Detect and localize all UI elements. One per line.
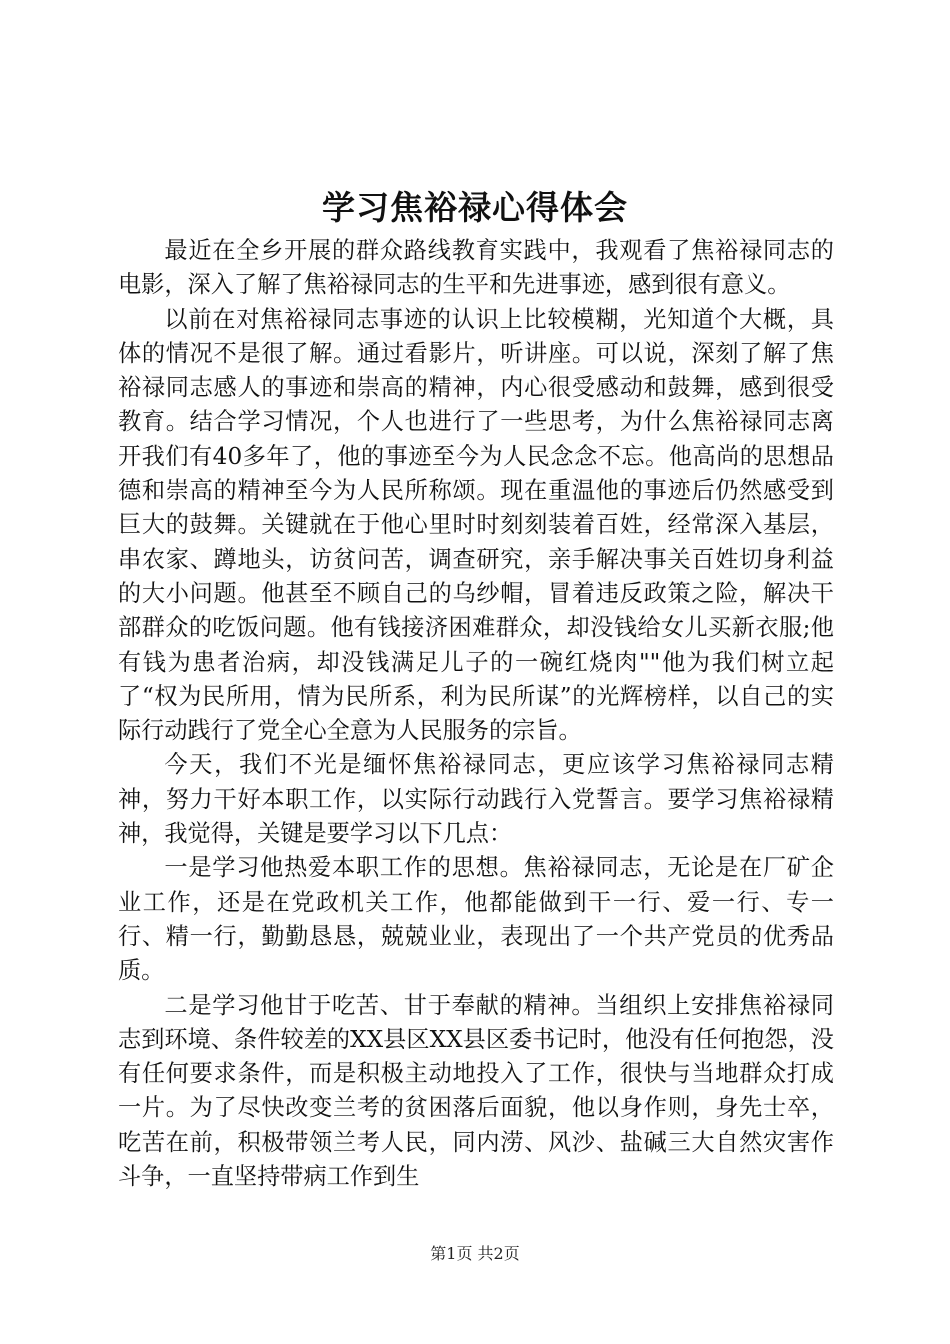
page-footer: 第1页 共2页 xyxy=(430,1244,520,1263)
document-body xyxy=(118,234,834,1194)
paragraph: 今天，我们不光是缅怀焦裕禄同志，更应该学习焦裕禄同志精神，努力干好本职工作，以实际行动践行入党誓言。要学习焦裕禄精神，我觉得，关键是要学习以下几点： xyxy=(118,751,834,848)
paragraph: 最近在全乡开展的群众路线教育实践中，我观看了焦裕禄同志的电影，深入了解了焦裕禄同志的生平和先进事迹，感到很有意义。 xyxy=(118,237,834,299)
paragraph: 一是学习他热爱本职工作的思想。焦裕禄同志，无论是在厂矿企业工作，还是在党政机关工作，他都能做到干一行、爱一行、专一行、精一行，勤勤恳恳，兢兢业业，表现出了一个共产党员的优秀品质。 xyxy=(118,854,834,985)
document-title: 学习焦裕禄心得体会 xyxy=(322,188,628,227)
paragraph: 二是学习他甘于吃苦、甘于奉献的精神。当组织上安排焦裕禄同志到环境、条件较差的XX县区XX县区委书记时，他没有任何抱怨，没有任何要求条件，而是积极主动地投入了工作，很快与当地群众打成一片。为了尽快改变兰考的贫困落后面貌，他以身作则，身先士卒，吃苦在前，积极带领兰考人民，同内涝、风沙、盐碱三大自然灾害作斗争，一直坚持带病工作到生 xyxy=(118,991,834,1191)
paragraph: 以前在对焦裕禄同志事迹的认识上比较模糊，光知道个大概，具体的情况不是很了解。通过看影片，听讲座。可以说，深刻了解了焦裕禄同志感人的事迹和崇高的精神，内心很受感动和鼓舞，感到很受教育。结合学习情况，个人也进行了一些思考，为什么焦裕禄同志离开我们有40多年了，他的事迹至今为人民念念不忘。他高尚的思想品德和崇高的精神至今为人民所称颂。现在重温他的事迹后仍然感受到巨大的鼓舞。关键就在于他心里时时刻刻装着百姓，经常深入基层，串农家、蹲地头，访贫问苦，调查研究，亲手解决事关百姓切身利益的大小问题。他甚至不顾自己的乌纱帽，冒着违反政策之险，解决干部群众的吃饭问题。他有钱接济困难群众，却没钱给女儿买新衣服;他有钱为患者治病，却没钱满足儿子的一碗红烧肉""他为我们树立起了“权为民所用，情为民所系，利为民所谋”的光辉榜样，以自己的实际行动践行了党全心全意为人民服务的宗旨。 xyxy=(118,305,834,745)
